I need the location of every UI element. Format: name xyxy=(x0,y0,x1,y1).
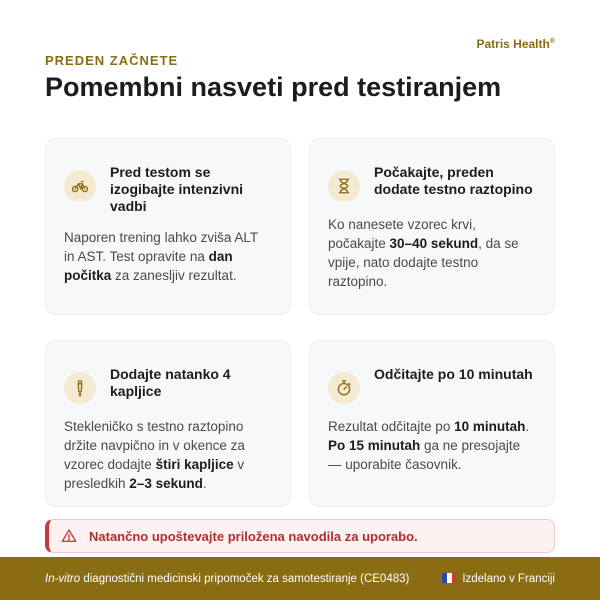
tip-card-wait xyxy=(309,138,555,315)
body-text: Stekleničko s testno raztopino držite navpično in v okence za vzorec dodajte xyxy=(64,419,245,472)
body-text: ga ne presojajte — uporabite časovnik. xyxy=(328,438,521,472)
card-body xyxy=(64,417,270,493)
hourglass-icon xyxy=(328,170,360,202)
page-title: Pomembni nasveti pred testiranjem xyxy=(45,72,502,102)
card-title: Dodajte natanko 4 kapljice xyxy=(110,366,231,399)
card-title: Odčitajte po 10 minutah xyxy=(374,366,533,382)
body-emphasis: štiri kapljice xyxy=(155,457,234,472)
card-body xyxy=(328,215,534,291)
bicycle-icon xyxy=(64,170,96,202)
footer-origin xyxy=(442,573,555,585)
warning-banner xyxy=(45,519,555,553)
card-body xyxy=(328,417,534,474)
card-title: Počakajte, preden dodate testno raztopino xyxy=(374,164,533,197)
body-text: . xyxy=(525,419,530,434)
footer-bar xyxy=(0,557,600,600)
tip-card-drops xyxy=(45,340,291,507)
body-emphasis: Po 15 minutah xyxy=(328,438,421,453)
footer-device-label xyxy=(45,573,409,585)
tip-card-exercise xyxy=(45,138,291,315)
body-emphasis: dan počitka xyxy=(64,249,233,283)
body-emphasis: 2–3 sekund xyxy=(129,476,203,491)
body-emphasis: 10 minutah xyxy=(454,419,526,434)
footer-origin-text: Izdelano v Franciji xyxy=(462,572,555,585)
footer-device-text: diagnostični medicinski pripomoček za samotestiranje (CE0483) xyxy=(80,572,410,585)
warning-triangle-icon xyxy=(61,528,77,544)
body-text: v presledkih xyxy=(64,457,245,491)
body-text: Naporen trening lahko zviša ALT in AST. Test opravite na xyxy=(64,230,258,264)
footer-italic: In-vitro xyxy=(45,572,81,585)
body-text: Rezultat odčitajte po xyxy=(328,419,455,434)
body-text: Ko nanesete vzorec krvi, počakajte xyxy=(328,217,476,251)
brand-name: Patris Health xyxy=(476,37,550,51)
eyebrow-label: PREDEN ZAČNETE xyxy=(45,53,179,68)
tip-card-read xyxy=(309,340,555,507)
body-emphasis: 30–40 sekund xyxy=(389,236,479,251)
body-text: za zanesljiv rezultat. xyxy=(111,268,237,283)
card-body xyxy=(64,228,270,285)
body-text: . xyxy=(202,476,207,491)
body-text: , da se vpije, nato dodajte testno raztopino. xyxy=(328,236,519,289)
stopwatch-icon xyxy=(328,372,360,404)
warning-text: Natančno upoštevajte priložena navodila za uporabo. xyxy=(89,528,418,544)
dropper-icon xyxy=(64,372,96,404)
brand-logo xyxy=(476,37,555,51)
france-flag-icon xyxy=(442,573,456,583)
brand-registered-mark: ® xyxy=(549,38,555,45)
card-title: Pred testom se izogibajte intenzivni vadbi xyxy=(110,164,244,214)
